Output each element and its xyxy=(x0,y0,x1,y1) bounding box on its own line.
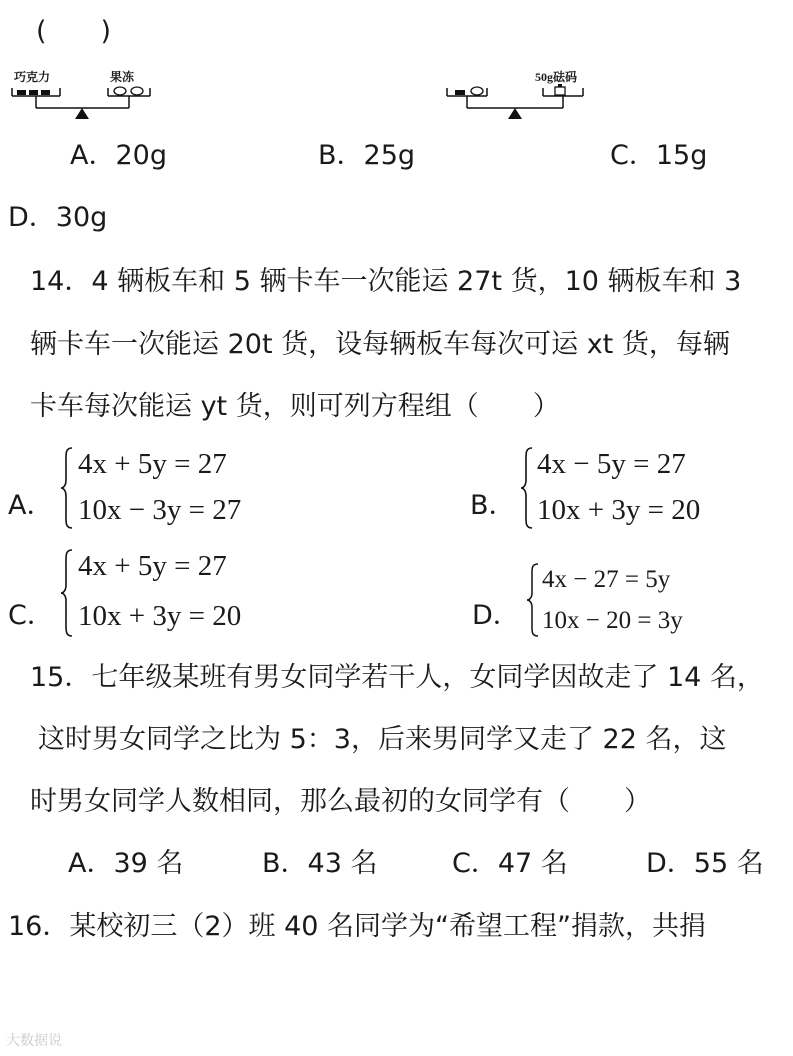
q13-option-a: A．20g xyxy=(70,140,167,171)
q14-line-3: 卡车每次能运 yt 货，则可列方程组（ ） xyxy=(30,391,560,422)
balance-scale-right-icon xyxy=(445,68,595,122)
q14-option-d-label: D． xyxy=(472,600,520,631)
q14-option-d-eq1: 4x − 27 = 5y xyxy=(542,566,671,593)
q15-option-b: B．43 名 xyxy=(262,848,378,879)
balance-scale-left-icon xyxy=(10,68,160,122)
q14-option-c-label: C． xyxy=(8,600,54,631)
q13-option-d: D．30g xyxy=(8,202,108,233)
brace-d xyxy=(526,562,540,638)
jelly-label: 果冻 xyxy=(110,70,135,84)
q15-option-a: A．39 名 xyxy=(68,848,184,879)
weight-label: 50g砝码 xyxy=(535,70,578,84)
brace-c xyxy=(60,548,74,638)
q15-line-1: 15．七年级某班有男女同学若干人，女同学因故走了 14 名， xyxy=(30,662,764,693)
q15-line-3: 时男女同学人数相同，那么最初的女同学有（ ） xyxy=(30,786,651,817)
q14-option-c-eq1: 4x + 5y = 27 xyxy=(78,550,227,582)
q14-option-a-eq2: 10x − 3y = 27 xyxy=(78,494,242,526)
q13-option-c: C．15g xyxy=(610,140,708,171)
q14-option-d-eq2: 10x − 20 = 3y xyxy=(542,607,683,634)
q13-option-b: B．25g xyxy=(318,140,416,171)
brace-a xyxy=(60,446,74,530)
q14-option-c-eq2: 10x + 3y = 20 xyxy=(78,600,242,632)
watermark: 大数据说 xyxy=(6,1033,62,1049)
chocolate-label: 巧克力 xyxy=(14,70,51,84)
q13-paren: ( ) xyxy=(36,16,112,47)
q14-option-b-eq1: 4x − 5y = 27 xyxy=(537,448,686,480)
balance-scale-right xyxy=(445,68,595,122)
q16-line-1: 16．某校初三（2）班 40 名同学为“希望工程”捐款，共捐 xyxy=(8,911,707,942)
q15-option-d: D．55 名 xyxy=(646,848,764,879)
brace-b xyxy=(520,446,534,530)
q14-line-2: 辆卡车一次能运 20t 货，设每辆板车每次可运 xt 货，每辆 xyxy=(30,329,730,360)
q14-option-b-eq2: 10x + 3y = 20 xyxy=(537,494,701,526)
q15-option-c: C．47 名 xyxy=(452,848,568,879)
q14-option-a-label: A． xyxy=(8,490,54,521)
q14-option-a-eq1: 4x + 5y = 27 xyxy=(78,448,227,480)
q15-line-2: 这时男女同学之比为 5：3，后来男同学又走了 22 名，这 xyxy=(38,724,727,755)
balance-scale-left xyxy=(10,68,160,122)
q14-line-1: 14．4 辆板车和 5 辆卡车一次能运 27t 货，10 辆板车和 3 xyxy=(30,266,742,297)
q14-option-b-label: B． xyxy=(470,490,516,521)
